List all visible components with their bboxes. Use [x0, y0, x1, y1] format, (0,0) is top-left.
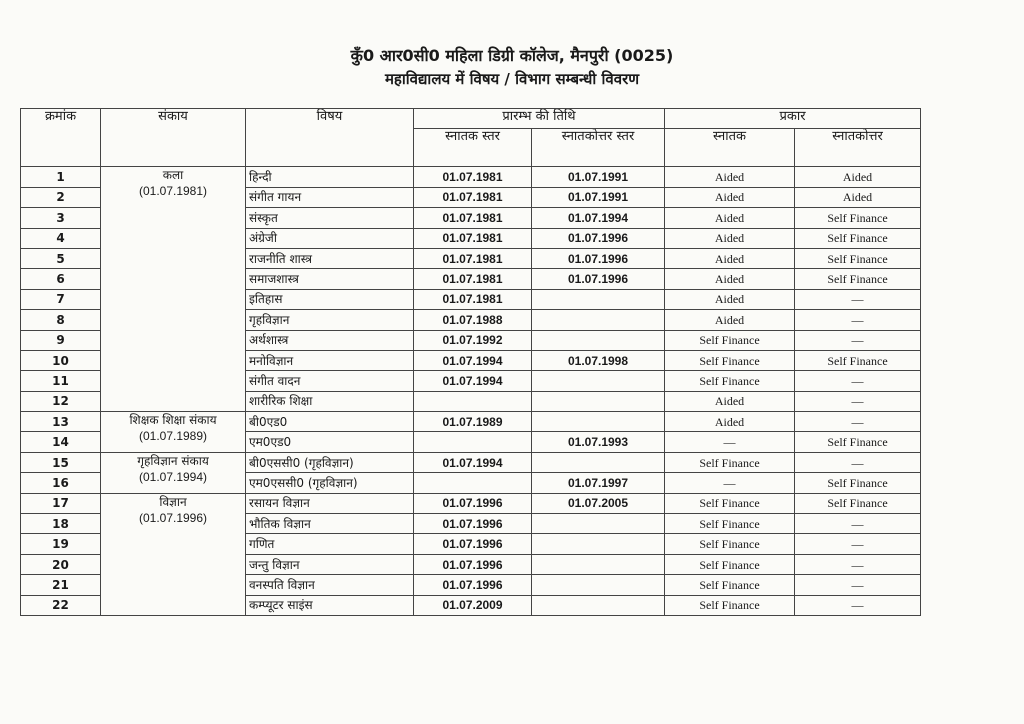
subject-name: वनस्पति विज्ञान [246, 575, 414, 595]
row-number: 1 [21, 167, 101, 187]
ug-start-date [414, 391, 532, 411]
ug-type: Self Finance [665, 595, 795, 615]
table-row [21, 493, 921, 513]
pg-start-date [532, 554, 665, 574]
ug-type: Self Finance [665, 493, 795, 513]
pg-start-date [532, 371, 665, 391]
ug-start-date: 01.07.1994 [414, 350, 532, 370]
ug-start-date: 01.07.1996 [414, 534, 532, 554]
row-number: 7 [21, 289, 101, 309]
col-header-ug: स्नातक [665, 129, 795, 167]
row-number: 11 [21, 371, 101, 391]
col-header-faculty: संकाय [101, 109, 246, 167]
ug-start-date: 01.07.1992 [414, 330, 532, 350]
subject-name: कम्प्यूटर साइंस [246, 595, 414, 615]
ug-start-date: 01.07.1981 [414, 187, 532, 207]
subject-name: जन्तु विज्ञान [246, 554, 414, 574]
ug-start-date: 01.07.1994 [414, 452, 532, 472]
row-number: 5 [21, 248, 101, 268]
row-number: 13 [21, 412, 101, 432]
pg-start-date [532, 534, 665, 554]
ug-type: Self Finance [665, 371, 795, 391]
subject-name: एम0एससी0 (गृहविज्ञान) [246, 473, 414, 493]
ug-type: — [665, 432, 795, 452]
row-number: 3 [21, 208, 101, 228]
row-number: 10 [21, 350, 101, 370]
ug-type: Self Finance [665, 350, 795, 370]
ug-start-date: 01.07.2009 [414, 595, 532, 615]
pg-type: — [795, 310, 921, 330]
subject-name: अंग्रेजी [246, 228, 414, 248]
faculty-name: कला [162, 168, 184, 183]
faculty-name: गृहविज्ञान संकाय [137, 453, 209, 468]
ug-type: Aided [665, 187, 795, 207]
pg-start-date [532, 452, 665, 472]
ug-start-date: 01.07.1996 [414, 554, 532, 574]
pg-start-date [532, 330, 665, 350]
document-subtitle: महाविद्यालय में विषय / विभाग सम्बन्धी विवरण [384, 70, 640, 88]
pg-start-date [532, 310, 665, 330]
ug-start-date [414, 432, 532, 452]
ug-start-date: 01.07.1981 [414, 289, 532, 309]
pg-start-date: 01.07.1993 [532, 432, 665, 452]
ug-start-date: 01.07.1996 [414, 493, 532, 513]
pg-type: Self Finance [795, 432, 921, 452]
col-header-start-date: प्रारम्भ की तिथि [414, 109, 665, 129]
pg-type: Self Finance [795, 350, 921, 370]
pg-start-date [532, 514, 665, 534]
pg-start-date: 01.07.2005 [532, 493, 665, 513]
subject-name: इतिहास [246, 289, 414, 309]
subject-name: गृहविज्ञान [246, 310, 414, 330]
col-header-pg: स्नातकोत्तर [795, 129, 921, 167]
pg-type: — [795, 595, 921, 615]
faculty-cell [101, 412, 246, 453]
col-header-type: प्रकार [665, 109, 921, 129]
subject-name: शारीरिक शिक्षा [246, 391, 414, 411]
pg-type: Self Finance [795, 269, 921, 289]
faculty-cell [101, 452, 246, 493]
pg-start-date [532, 391, 665, 411]
subject-details-table [20, 108, 921, 616]
pg-start-date: 01.07.1998 [532, 350, 665, 370]
pg-start-date [532, 575, 665, 595]
ug-type: Self Finance [665, 575, 795, 595]
subject-name: एम0एड0 [246, 432, 414, 452]
faculty-date: (01.07.1981) [138, 184, 208, 199]
subject-name: संस्कृत [246, 208, 414, 228]
pg-type: Self Finance [795, 248, 921, 268]
header-row-1 [21, 109, 921, 129]
col-header-sn: क्रमांक [21, 109, 101, 167]
row-number: 21 [21, 575, 101, 595]
row-number: 16 [21, 473, 101, 493]
pg-start-date: 01.07.1996 [532, 248, 665, 268]
faculty-date: (01.07.1996) [138, 510, 208, 525]
ug-type: Aided [665, 289, 795, 309]
pg-type: Self Finance [795, 208, 921, 228]
ug-type: Aided [665, 248, 795, 268]
pg-type: — [795, 412, 921, 432]
ug-type: Self Finance [665, 452, 795, 472]
table-row [21, 412, 921, 432]
subject-name: गणित [246, 534, 414, 554]
table-row [21, 167, 921, 187]
ug-start-date: 01.07.1996 [414, 514, 532, 534]
ug-type: Aided [665, 228, 795, 248]
ug-type: Aided [665, 167, 795, 187]
row-number: 8 [21, 310, 101, 330]
pg-start-date [532, 289, 665, 309]
pg-start-date: 01.07.1991 [532, 167, 665, 187]
ug-type: — [665, 473, 795, 493]
pg-start-date: 01.07.1997 [532, 473, 665, 493]
pg-start-date: 01.07.1996 [532, 228, 665, 248]
ug-type: Aided [665, 310, 795, 330]
faculty-date: (01.07.1989) [138, 429, 208, 444]
ug-start-date: 01.07.1981 [414, 208, 532, 228]
subject-name: समाजशास्त्र [246, 269, 414, 289]
pg-start-date: 01.07.1991 [532, 187, 665, 207]
ug-type: Self Finance [665, 514, 795, 534]
ug-start-date [414, 473, 532, 493]
pg-type: — [795, 289, 921, 309]
ug-type: Self Finance [665, 554, 795, 574]
ug-type: Self Finance [665, 534, 795, 554]
row-number: 20 [21, 554, 101, 574]
subject-name: संगीत वादन [246, 371, 414, 391]
pg-type: — [795, 534, 921, 554]
ug-start-date: 01.07.1981 [414, 167, 532, 187]
document-header [0, 44, 1024, 90]
row-number: 17 [21, 493, 101, 513]
pg-type: Aided [795, 187, 921, 207]
subject-name: संगीत गायन [246, 187, 414, 207]
row-number: 9 [21, 330, 101, 350]
row-number: 15 [21, 452, 101, 472]
faculty-name: शिक्षक शिक्षा संकाय [129, 413, 217, 428]
row-number: 14 [21, 432, 101, 452]
ug-start-date: 01.07.1981 [414, 269, 532, 289]
subject-name: भौतिक विज्ञान [246, 514, 414, 534]
ug-start-date: 01.07.1994 [414, 371, 532, 391]
pg-type: — [795, 330, 921, 350]
row-number: 22 [21, 595, 101, 615]
ug-type: Aided [665, 412, 795, 432]
row-number: 18 [21, 514, 101, 534]
faculty-date: (01.07.1994) [138, 469, 208, 484]
subject-name: बी0एड0 [246, 412, 414, 432]
table-body [21, 167, 921, 616]
pg-type: — [795, 391, 921, 411]
ug-start-date: 01.07.1989 [414, 412, 532, 432]
pg-type: Self Finance [795, 493, 921, 513]
ug-type: Aided [665, 208, 795, 228]
row-number: 12 [21, 391, 101, 411]
pg-start-date: 01.07.1996 [532, 269, 665, 289]
ug-start-date: 01.07.1981 [414, 248, 532, 268]
pg-start-date [532, 595, 665, 615]
ug-type: Aided [665, 391, 795, 411]
subject-name: राजनीति शास्त्र [246, 248, 414, 268]
pg-type: — [795, 452, 921, 472]
col-header-pg-level: स्नातकोत्तर स्तर [532, 129, 665, 167]
subject-name: बी0एससी0 (गृहविज्ञान) [246, 452, 414, 472]
pg-type: — [795, 554, 921, 574]
row-number: 4 [21, 228, 101, 248]
college-title: कुँ0 आर0सी0 महिला डिग्री कॉलेज, मैनपुरी (0025) [350, 46, 674, 65]
ug-start-date: 01.07.1988 [414, 310, 532, 330]
pg-start-date: 01.07.1994 [532, 208, 665, 228]
pg-type: — [795, 575, 921, 595]
pg-type: Self Finance [795, 228, 921, 248]
row-number: 19 [21, 534, 101, 554]
row-number: 2 [21, 187, 101, 207]
faculty-name: विज्ञान [159, 494, 187, 509]
subject-name: हिन्दी [246, 167, 414, 187]
ug-start-date: 01.07.1996 [414, 575, 532, 595]
col-header-subject: विषय [246, 109, 414, 167]
faculty-cell [101, 167, 246, 412]
subject-name: मनोविज्ञान [246, 350, 414, 370]
pg-type: — [795, 514, 921, 534]
pg-start-date [532, 412, 665, 432]
table-row [21, 452, 921, 472]
pg-type: — [795, 371, 921, 391]
ug-type: Self Finance [665, 330, 795, 350]
ug-start-date: 01.07.1981 [414, 228, 532, 248]
subject-name: अर्थशास्त्र [246, 330, 414, 350]
row-number: 6 [21, 269, 101, 289]
pg-type: Aided [795, 167, 921, 187]
subject-name: रसायन विज्ञान [246, 493, 414, 513]
pg-type: Self Finance [795, 473, 921, 493]
col-header-ug-level: स्नातक स्तर [414, 129, 532, 167]
faculty-cell [101, 493, 246, 615]
ug-type: Aided [665, 269, 795, 289]
